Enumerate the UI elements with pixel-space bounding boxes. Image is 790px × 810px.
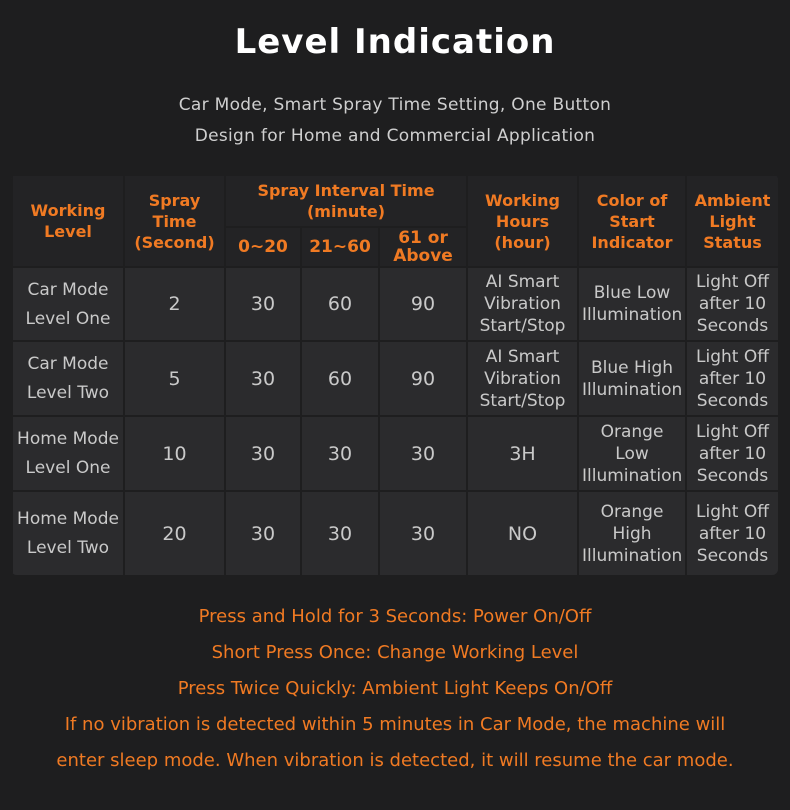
- cell-interval-2: 30: [301, 491, 379, 575]
- cell-hours: 3H: [467, 416, 578, 491]
- cell-ambient: Light Off after 10 Seconds: [686, 416, 778, 491]
- cell-level: Car Mode Level Two: [12, 341, 124, 416]
- header-interval-21-60: 21~60: [301, 227, 379, 267]
- cell-interval-2: 60: [301, 267, 379, 341]
- cell-color: Blue Low Illumination: [578, 267, 686, 341]
- header-working-hours: Working Hours (hour): [467, 175, 578, 267]
- cell-interval-3: 30: [379, 416, 467, 491]
- header-ambient: Ambient Light Status: [686, 175, 778, 267]
- subtitle: [0, 90, 790, 152]
- cell-interval-3: 90: [379, 267, 467, 341]
- cell-level: Home Mode Level Two: [12, 491, 124, 575]
- header-interval-61-above: 61 or Above: [379, 227, 467, 267]
- header-working-level: Working Level: [12, 175, 124, 267]
- cell-interval-2: 30: [301, 416, 379, 491]
- instruction-line: enter sleep mode. When vibration is detected, it will resume the car mode.: [56, 750, 734, 771]
- table-row: [12, 341, 778, 416]
- cell-interval-1: 30: [225, 416, 301, 491]
- cell-interval-1: 30: [225, 267, 301, 341]
- cell-interval-1: 30: [225, 491, 301, 575]
- cell-level: Home Mode Level One: [12, 416, 124, 491]
- instruction-line: Press and Hold for 3 Seconds: Power On/Off: [198, 606, 592, 627]
- table-row: [12, 491, 778, 575]
- cell-ambient: Light Off after 10 Seconds: [686, 267, 778, 341]
- cell-ambient: Light Off after 10 Seconds: [686, 341, 778, 416]
- cell-hours: AI Smart Vibration Start/Stop: [467, 267, 578, 341]
- cell-hours: NO: [467, 491, 578, 575]
- cell-spray: 20: [124, 491, 225, 575]
- cell-interval-3: 90: [379, 341, 467, 416]
- cell-color: Blue High Illumination: [578, 341, 686, 416]
- cell-spray: 5: [124, 341, 225, 416]
- cell-color: Orange High Illumination: [578, 491, 686, 575]
- cell-interval-1: 30: [225, 341, 301, 416]
- instructions: [0, 599, 790, 779]
- cell-interval-2: 60: [301, 341, 379, 416]
- table-row: [12, 267, 778, 341]
- cell-ambient: Light Off after 10 Seconds: [686, 491, 778, 575]
- header-interval: Spray Interval Time (minute): [225, 175, 467, 227]
- header-color: Color of Start Indicator: [578, 175, 686, 267]
- subtitle-line: Design for Home and Commercial Application: [194, 126, 596, 146]
- subtitle-line: Car Mode, Smart Spray Time Setting, One Button: [178, 95, 612, 115]
- header-interval-0-20: 0~20: [225, 227, 301, 267]
- table-row: [12, 416, 778, 491]
- cell-interval-3: 30: [379, 491, 467, 575]
- page-title: Level Indication: [234, 22, 556, 62]
- instruction-line: Press Twice Quickly: Ambient Light Keeps On/Off: [177, 678, 613, 699]
- cell-spray: 10: [124, 416, 225, 491]
- header-spray-time: Spray Time (Second): [124, 175, 225, 267]
- cell-color: Orange Low Illumination: [578, 416, 686, 491]
- cell-hours: AI Smart Vibration Start/Stop: [467, 341, 578, 416]
- level-table: [11, 174, 778, 575]
- instruction-line: Short Press Once: Change Working Level: [211, 642, 579, 663]
- cell-spray: 2: [124, 267, 225, 341]
- instruction-line: If no vibration is detected within 5 minutes in Car Mode, the machine will: [64, 714, 726, 735]
- cell-level: Car Mode Level One: [12, 267, 124, 341]
